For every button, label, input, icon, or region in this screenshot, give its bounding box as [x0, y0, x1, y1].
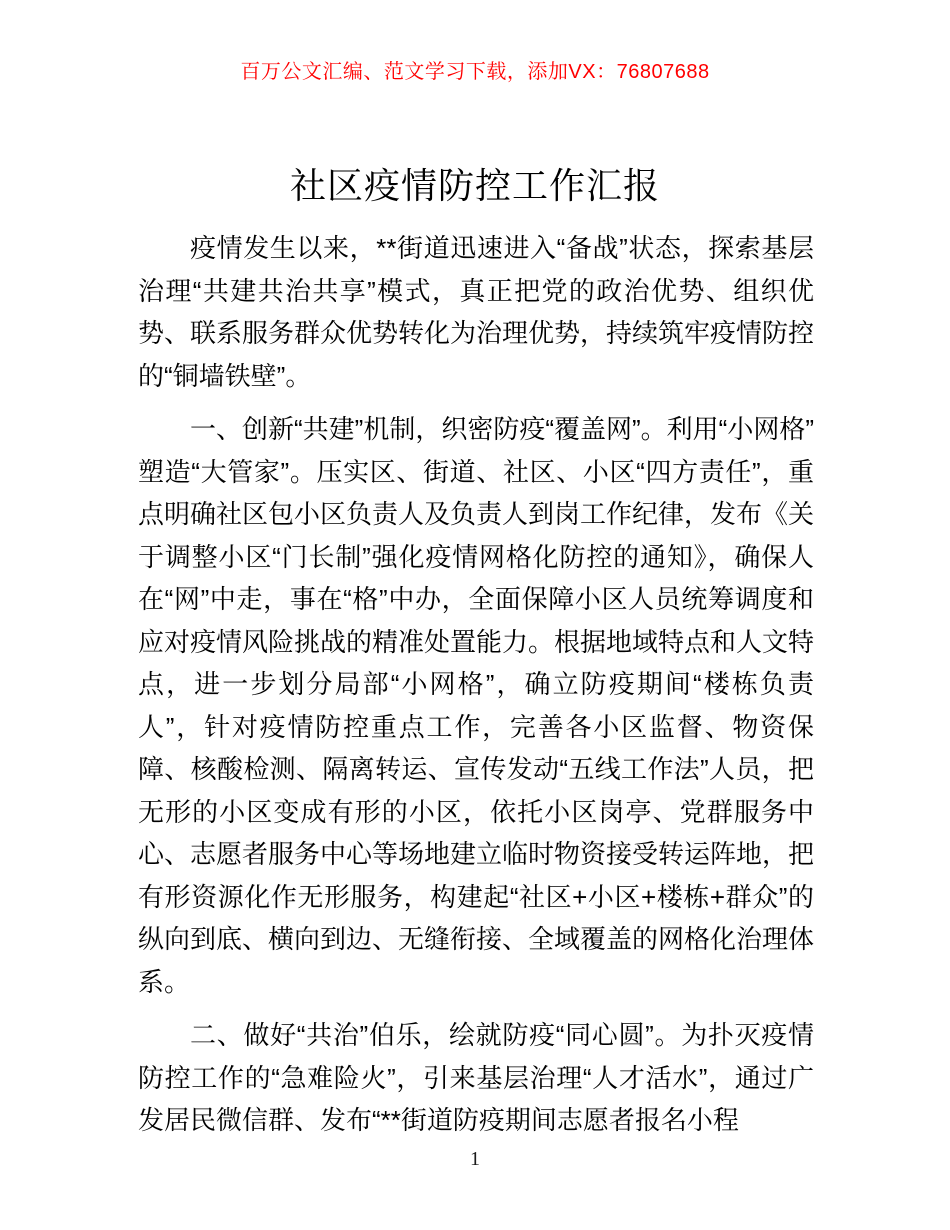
header-promo-notice: 百万公文汇编、范文学习下载，添加VX：76807688	[240, 61, 710, 83]
document-title: 社区疫情防控工作汇报	[289, 165, 660, 206]
document-body	[138, 227, 814, 1153]
paragraph-intro: 疫情发生以来，**街道迅速进入“备战”状态，探索基层治理“共建共治共享”模式，真正把党的政治优势、组织优势、联系服务群众优势转化为治理优势，持续筑牢疫情防控的“铜墙铁壁”。	[138, 233, 815, 391]
paragraph-section-two: 二、做好“共治”伯乐，绘就防疫“同心圆”。为扑灭疫情防控工作的“急难险火”，引来基层治理“人才活水”，通过广发居民微信群、发布“**街道防疫期间志愿者报名小程	[138, 1020, 814, 1135]
paragraph-section-one: 一、创新“共建”机制，织密防疫“覆盖网”。利用“小网格”塑造“大管家”。压实区、街道、社区、小区“四方责任”，重点明确社区包小区负责人及负责人到岗工作纪律，发布《关于调整小区“门长制”强化疫情网格化防控的通知》，确保人在“网”中走，事在“格”中办，全面保障小区人员统筹调度和应对疫情风险挑战的精准处置能力。根据地域特点和人文特点，进一步划分局部“小网格”，确立防疫期间“楼栋负责人”，针对疫情防控重点工作，完善各小区监督、物资保障、核酸检测、隔离转运、宣传发动“五线工作法”人员，把无形的小区变成有形的小区，依托小区岗亭、党群服务中心、志愿者服务中心等场地建立临时物资接受转运阵地，把有形资源化作无形服务，构建起“社区+小区+楼栋+群众”的纵向到底、横向到边、无缝衔接、全域覆盖的网格化治理体系。	[138, 414, 815, 997]
page-number: 1	[470, 1148, 480, 1170]
